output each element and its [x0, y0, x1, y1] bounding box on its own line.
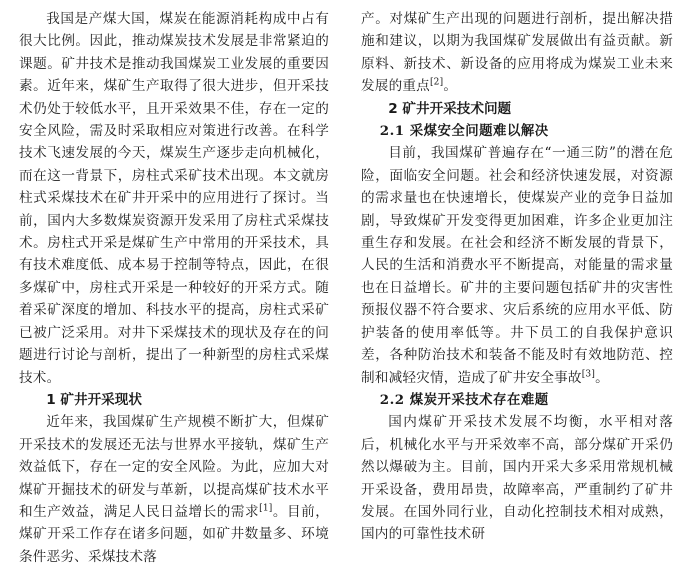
citation-2: [2]: [429, 77, 444, 88]
section-2-1-text-b: 。: [595, 369, 609, 386]
section-2-1-text-a: 目前，我国煤矿普遍存在“一通三防”的潜在危险，面临安全问题。社会和经济快速发展，对资源的需求量也在快速增长，使煤炭产业的竞争日益加剧，导致煤矿开发变得更加困难，许多企业更加注重生存和发展。在社会和经济不断发展的背景下，人民的生活和消费水平不断提高，对能量的需求量也在日益增长。矿井的主要问题包括矿井的灾害性预报仪器不符合要求、灾后系统的应用水平低、防护装备的使用率低等。井下员工的自我保护意识差，各种防治技术和装备不能及时有效地防范、控制和减轻灾情，造成了矿井安全事故: [361, 145, 673, 386]
right-column: [361, 8, 673, 546]
section-2-1-heading: 2.1 采煤安全问题难以解决: [379, 123, 549, 140]
continuation-text-a: 产。对煤矿生产出现的问题进行剖析，提出解决措施和建议，以期为我国煤矿发展做出有益贡献。新原料、新技术、新设备的应用将成为煤炭工业未来发展的重点: [361, 11, 673, 95]
section-1-text-a: 近年来，我国煤矿生产规模不断扩大，但煤矿开采技术的发展还无法与世界水平接轨，煤矿生产效益低下，存在一定的安全风险。为此，应加大对煤矿开掘技术的研发与革新，以提高煤矿技术水平和生产效益，满足人民日益增长的需求: [19, 414, 329, 520]
intro-paragraph: 我国是产煤大国，煤炭在能源消耗构成中占有很大比例。因此，推动煤炭技术发展是非常紧迫的课题。矿井技术是推动我国煤炭工业发展的重要因素。近年来，煤矿生产取得了很大进步，但开采技术仍处于较低水平，且开采效果不佳，存在一定的安全风险，需及时采取相应对策进行改善。在科学技术飞速发展的今天，煤炭生产逐步走向机械化，而在这一背景下，房柱式采矿技术出现。本文就房柱式采煤技术在矿井开采中的应用进行了探讨。当前，国内大多数煤炭资源开发采用了房柱式采煤技术。房柱式开采是煤矿生产中常用的开采技术，具有技术难度低、成本易于控制等特点，因此，在很多煤矿中，房柱式开采是一种较好的开采方式。随着采矿深度的增加、科技水平的提高，房柱式采矿已被广泛采用。对井下采煤技术的现状及存在的问题进行讨论与剖析，提出了一种新型的房柱式采煤技术。: [19, 11, 329, 386]
section-1-text-b: 。目前，煤矿开采工作存在诸多问题，如矿井数量多、环境条件恶劣、采煤技术落: [19, 503, 329, 565]
citation-1: [1]: [259, 503, 273, 514]
section-1-heading: 1 矿井开采现状: [46, 391, 142, 408]
continuation-paragraph: [361, 8, 673, 98]
continuation-text-b: 。: [443, 78, 458, 95]
section-2-heading: 2 矿井开采技术问题: [388, 100, 512, 117]
citation-3: [3]: [581, 368, 596, 379]
left-column: [19, 8, 329, 568]
section-2-1-paragraph: [361, 142, 673, 388]
section-1-paragraph: [19, 411, 329, 568]
section-2-2-heading: 2.2 煤炭开采技术存在难题: [379, 391, 549, 408]
section-2-2-paragraph: 国内煤矿开采技术发展不均衡，水平相对落后，机械化水平与开采效率不高，部分煤矿开采仍然以爆破为主。目前，国内开采大多采用常规机械开采设备，费用昂贵，故障率高，严重制约了矿井发展。在国外同行业，自动化控制技术相对成熟，国内的可靠性技术研: [361, 414, 673, 543]
